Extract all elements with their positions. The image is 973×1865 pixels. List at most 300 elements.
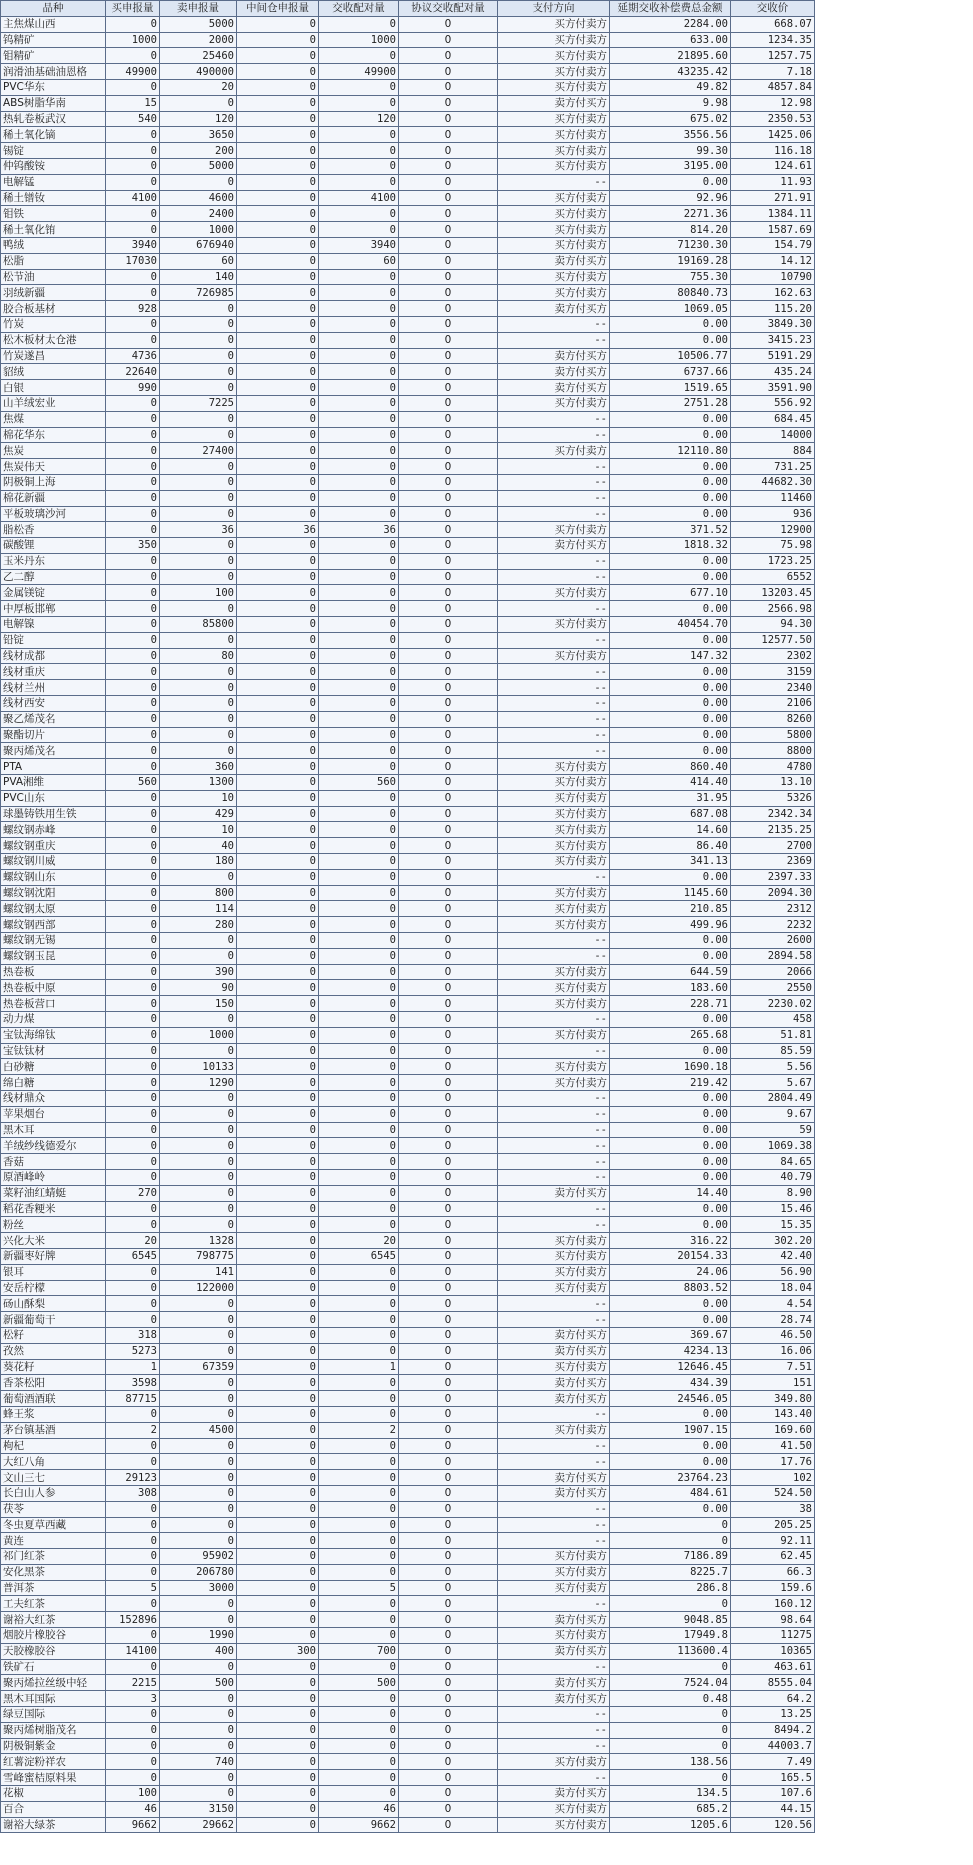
cell-delivery-price: 8555.04	[731, 1675, 815, 1691]
cell-sell-declared: 0	[160, 1786, 237, 1802]
cell-deferred-compensation: 12110.80	[610, 443, 731, 459]
cell-sell-declared: 0	[160, 1406, 237, 1422]
cell-agreement-matched: 0	[399, 237, 498, 253]
cell-sell-declared: 0	[160, 1296, 237, 1312]
cell-sell-declared: 25460	[160, 48, 237, 64]
cell-delivery-price: 5.67	[731, 1075, 815, 1091]
cell-delivery-matched: 0	[319, 854, 399, 870]
table-row	[1, 553, 815, 569]
cell-buy-declared: 0	[106, 1770, 160, 1786]
cell-agreement-matched: 0	[399, 32, 498, 48]
cell-intermediate-warehouse: 0	[237, 1027, 319, 1043]
cell-intermediate-warehouse: 0	[237, 253, 319, 269]
cell-variety: 阴极铜上海	[1, 474, 106, 490]
cell-delivery-matched: 0	[319, 869, 399, 885]
cell-buy-declared: 0	[106, 1406, 160, 1422]
cell-payment-direction: --	[498, 1596, 610, 1612]
table-row	[1, 1012, 815, 1028]
cell-variety: 螺纹钢西部	[1, 917, 106, 933]
cell-intermediate-warehouse: 0	[237, 206, 319, 222]
cell-delivery-price: 38	[731, 1501, 815, 1517]
cell-deferred-compensation: 99.30	[610, 143, 731, 159]
cell-deferred-compensation: 113600.4	[610, 1643, 731, 1659]
cell-intermediate-warehouse: 0	[237, 1264, 319, 1280]
cell-deferred-compensation: 10506.77	[610, 348, 731, 364]
cell-buy-declared: 0	[106, 1722, 160, 1738]
cell-buy-declared: 46	[106, 1801, 160, 1817]
cell-agreement-matched: 0	[399, 980, 498, 996]
cell-buy-declared: 0	[106, 269, 160, 285]
cell-variety: 螺纹钢玉昆	[1, 948, 106, 964]
cell-deferred-compensation: 86.40	[610, 838, 731, 854]
cell-payment-direction: 卖方付买方	[498, 1485, 610, 1501]
cell-delivery-matched: 0	[319, 1549, 399, 1565]
cell-sell-declared: 0	[160, 569, 237, 585]
cell-sell-declared: 3150	[160, 1801, 237, 1817]
cell-payment-direction: --	[498, 1106, 610, 1122]
cell-sell-declared: 0	[160, 1312, 237, 1328]
cell-delivery-price: 13203.45	[731, 585, 815, 601]
header-buy-declared: 买申报量	[106, 1, 160, 17]
cell-delivery-price: 1587.69	[731, 222, 815, 238]
cell-buy-declared: 0	[106, 711, 160, 727]
cell-deferred-compensation: 499.96	[610, 917, 731, 933]
cell-delivery-matched: 0	[319, 585, 399, 601]
cell-sell-declared: 0	[160, 632, 237, 648]
cell-deferred-compensation: 0	[610, 1707, 731, 1723]
table-row	[1, 854, 815, 870]
cell-agreement-matched: 0	[399, 1485, 498, 1501]
cell-buy-declared: 0	[106, 1628, 160, 1644]
cell-variety: 大红八角	[1, 1454, 106, 1470]
cell-payment-direction: 买方付卖方	[498, 522, 610, 538]
cell-sell-declared: 0	[160, 1454, 237, 1470]
cell-payment-direction: 买方付卖方	[498, 1264, 610, 1280]
cell-variety: 聚酯切片	[1, 727, 106, 743]
cell-deferred-compensation: 0.00	[610, 1138, 731, 1154]
cell-payment-direction: 买方付卖方	[498, 1564, 610, 1580]
cell-delivery-price: 5326	[731, 790, 815, 806]
cell-intermediate-warehouse: 0	[237, 711, 319, 727]
cell-buy-declared: 0	[106, 16, 160, 32]
cell-sell-declared: 0	[160, 1501, 237, 1517]
cell-payment-direction: 买方付卖方	[498, 917, 610, 933]
cell-delivery-price: 2342.34	[731, 806, 815, 822]
cell-delivery-price: 12.98	[731, 95, 815, 111]
cell-delivery-price: 12577.50	[731, 632, 815, 648]
cell-payment-direction: 买方付卖方	[498, 806, 610, 822]
table-row	[1, 459, 815, 475]
cell-sell-declared: 490000	[160, 64, 237, 80]
cell-deferred-compensation: 1069.05	[610, 301, 731, 317]
cell-delivery-matched: 0	[319, 538, 399, 554]
cell-variety: 茅台镇基酒	[1, 1422, 106, 1438]
table-row	[1, 380, 815, 396]
cell-variety: 螺纹钢无锡	[1, 933, 106, 949]
cell-intermediate-warehouse: 0	[237, 395, 319, 411]
cell-sell-declared: 0	[160, 364, 237, 380]
cell-payment-direction: --	[498, 1707, 610, 1723]
cell-payment-direction: 买方付卖方	[498, 885, 610, 901]
cell-deferred-compensation: 24546.05	[610, 1391, 731, 1407]
cell-payment-direction: --	[498, 316, 610, 332]
cell-agreement-matched: 0	[399, 1738, 498, 1754]
cell-variety: 黑木耳国际	[1, 1691, 106, 1707]
cell-payment-direction: 买方付卖方	[498, 1027, 610, 1043]
cell-deferred-compensation: 8803.52	[610, 1280, 731, 1296]
cell-variety: 焦炭伟天	[1, 459, 106, 475]
cell-sell-declared: 0	[160, 1659, 237, 1675]
cell-buy-declared: 0	[106, 1138, 160, 1154]
cell-buy-declared: 0	[106, 1738, 160, 1754]
cell-buy-declared: 0	[106, 727, 160, 743]
cell-payment-direction: --	[498, 174, 610, 190]
cell-intermediate-warehouse: 0	[237, 822, 319, 838]
cell-intermediate-warehouse: 0	[237, 490, 319, 506]
cell-payment-direction: 买方付卖方	[498, 854, 610, 870]
cell-sell-declared: 0	[160, 1327, 237, 1343]
cell-agreement-matched: 0	[399, 206, 498, 222]
cell-agreement-matched: 0	[399, 474, 498, 490]
cell-sell-declared: 0	[160, 1722, 237, 1738]
cell-buy-declared: 0	[106, 206, 160, 222]
cell-variety: 线材鼎众	[1, 1090, 106, 1106]
cell-delivery-price: 4780	[731, 759, 815, 775]
cell-variety: 热卷板营口	[1, 996, 106, 1012]
cell-agreement-matched: 0	[399, 79, 498, 95]
cell-deferred-compensation: 0.00	[610, 490, 731, 506]
cell-sell-declared: 150	[160, 996, 237, 1012]
cell-delivery-matched: 0	[319, 917, 399, 933]
cell-agreement-matched: 0	[399, 1391, 498, 1407]
table-row	[1, 1454, 815, 1470]
cell-intermediate-warehouse: 0	[237, 316, 319, 332]
table-row	[1, 1549, 815, 1565]
cell-variety: 线材西安	[1, 696, 106, 712]
cell-sell-declared: 141	[160, 1264, 237, 1280]
cell-payment-direction: 买方付卖方	[498, 790, 610, 806]
cell-delivery-price: 64.2	[731, 1691, 815, 1707]
header-deferred-compensation: 延期交收补偿费总金额	[610, 1, 731, 17]
cell-delivery-price: 463.61	[731, 1659, 815, 1675]
cell-deferred-compensation: 644.59	[610, 964, 731, 980]
cell-buy-declared: 0	[106, 1075, 160, 1091]
cell-agreement-matched: 0	[399, 95, 498, 111]
cell-buy-declared: 0	[106, 664, 160, 680]
cell-deferred-compensation: 1145.60	[610, 885, 731, 901]
table-row	[1, 285, 815, 301]
cell-sell-declared: 0	[160, 1770, 237, 1786]
cell-sell-declared: 114	[160, 901, 237, 917]
cell-variety: 润滑油基础油恩格	[1, 64, 106, 80]
cell-delivery-price: 16.06	[731, 1343, 815, 1359]
cell-intermediate-warehouse: 0	[237, 1248, 319, 1264]
cell-delivery-matched: 0	[319, 632, 399, 648]
cell-variety: 松节油	[1, 269, 106, 285]
cell-variety: 天胶橡胶谷	[1, 1643, 106, 1659]
cell-delivery-price: 1425.06	[731, 127, 815, 143]
cell-delivery-matched: 0	[319, 1438, 399, 1454]
cell-payment-direction: 买方付卖方	[498, 237, 610, 253]
table-row	[1, 585, 815, 601]
table-row	[1, 1122, 815, 1138]
cell-payment-direction: 买方付卖方	[498, 143, 610, 159]
cell-variety: 蜂王浆	[1, 1406, 106, 1422]
cell-agreement-matched: 0	[399, 1043, 498, 1059]
cell-delivery-matched: 0	[319, 127, 399, 143]
cell-deferred-compensation: 4234.13	[610, 1343, 731, 1359]
cell-sell-declared: 390	[160, 964, 237, 980]
cell-buy-declared: 0	[106, 1549, 160, 1565]
cell-variety: 棉花新疆	[1, 490, 106, 506]
cell-sell-declared: 90	[160, 980, 237, 996]
cell-delivery-matched: 0	[319, 743, 399, 759]
cell-deferred-compensation: 0	[610, 1596, 731, 1612]
cell-buy-declared: 928	[106, 301, 160, 317]
cell-buy-declared: 0	[106, 585, 160, 601]
cell-delivery-price: 15.35	[731, 1217, 815, 1233]
cell-payment-direction: 卖方付买方	[498, 1343, 610, 1359]
cell-delivery-matched: 0	[319, 933, 399, 949]
cell-buy-declared: 0	[106, 743, 160, 759]
cell-sell-declared: 2000	[160, 32, 237, 48]
table-row	[1, 301, 815, 317]
cell-agreement-matched: 0	[399, 127, 498, 143]
table-row	[1, 1233, 815, 1249]
cell-delivery-matched: 0	[319, 617, 399, 633]
cell-agreement-matched: 0	[399, 1817, 498, 1833]
cell-buy-declared: 0	[106, 885, 160, 901]
table-row	[1, 411, 815, 427]
table-row	[1, 727, 815, 743]
cell-payment-direction: 买方付卖方	[498, 648, 610, 664]
cell-buy-declared: 0	[106, 1533, 160, 1549]
cell-deferred-compensation: 0.00	[610, 743, 731, 759]
cell-intermediate-warehouse: 0	[237, 143, 319, 159]
cell-delivery-price: 44003.7	[731, 1738, 815, 1754]
cell-delivery-matched: 0	[319, 711, 399, 727]
cell-buy-declared: 9662	[106, 1817, 160, 1833]
cell-payment-direction: --	[498, 1217, 610, 1233]
cell-payment-direction: 买方付卖方	[498, 996, 610, 1012]
cell-delivery-price: 98.64	[731, 1612, 815, 1628]
cell-variety: 松籽	[1, 1327, 106, 1343]
cell-agreement-matched: 0	[399, 174, 498, 190]
cell-agreement-matched: 0	[399, 1533, 498, 1549]
table-row	[1, 1517, 815, 1533]
cell-delivery-matched: 0	[319, 1612, 399, 1628]
cell-payment-direction: --	[498, 1201, 610, 1217]
cell-buy-declared: 0	[106, 127, 160, 143]
cell-delivery-price: 731.25	[731, 459, 815, 475]
cell-delivery-matched: 0	[319, 1770, 399, 1786]
cell-intermediate-warehouse: 0	[237, 158, 319, 174]
cell-intermediate-warehouse: 0	[237, 1406, 319, 1422]
cell-sell-declared: 0	[160, 1343, 237, 1359]
table-row	[1, 506, 815, 522]
cell-sell-declared: 500	[160, 1675, 237, 1691]
cell-agreement-matched: 0	[399, 838, 498, 854]
cell-intermediate-warehouse: 0	[237, 743, 319, 759]
cell-agreement-matched: 0	[399, 506, 498, 522]
cell-buy-declared: 0	[106, 854, 160, 870]
cell-variety: 文山三七	[1, 1470, 106, 1486]
cell-intermediate-warehouse: 0	[237, 48, 319, 64]
table-row	[1, 474, 815, 490]
cell-agreement-matched: 0	[399, 1296, 498, 1312]
cell-intermediate-warehouse: 0	[237, 996, 319, 1012]
cell-agreement-matched: 0	[399, 854, 498, 870]
cell-sell-declared: 200	[160, 143, 237, 159]
cell-delivery-price: 7.51	[731, 1359, 815, 1375]
cell-deferred-compensation: 210.85	[610, 901, 731, 917]
cell-sell-declared: 0	[160, 933, 237, 949]
cell-delivery-price: 14000	[731, 427, 815, 443]
cell-payment-direction: 买方付卖方	[498, 822, 610, 838]
cell-delivery-matched: 0	[319, 1217, 399, 1233]
cell-delivery-price: 3849.30	[731, 316, 815, 332]
cell-buy-declared: 0	[106, 696, 160, 712]
cell-sell-declared: 0	[160, 1438, 237, 1454]
cell-agreement-matched: 0	[399, 727, 498, 743]
cell-delivery-matched: 0	[319, 727, 399, 743]
table-row	[1, 1722, 815, 1738]
cell-delivery-matched: 0	[319, 1296, 399, 1312]
cell-payment-direction: 卖方付买方	[498, 1643, 610, 1659]
cell-delivery-price: 3415.23	[731, 332, 815, 348]
cell-delivery-price: 936	[731, 506, 815, 522]
cell-agreement-matched: 0	[399, 16, 498, 32]
cell-delivery-matched: 49900	[319, 64, 399, 80]
cell-agreement-matched: 0	[399, 111, 498, 127]
cell-delivery-matched: 0	[319, 806, 399, 822]
cell-deferred-compensation: 0.00	[610, 1217, 731, 1233]
cell-buy-declared: 5	[106, 1580, 160, 1596]
table-row	[1, 901, 815, 917]
cell-intermediate-warehouse: 0	[237, 1090, 319, 1106]
cell-deferred-compensation: 2751.28	[610, 395, 731, 411]
cell-delivery-matched: 0	[319, 1280, 399, 1296]
cell-agreement-matched: 0	[399, 1169, 498, 1185]
cell-variety: 锡锭	[1, 143, 106, 159]
cell-agreement-matched: 0	[399, 885, 498, 901]
cell-delivery-price: 42.40	[731, 1248, 815, 1264]
cell-sell-declared: 0	[160, 1201, 237, 1217]
cell-payment-direction: 买方付卖方	[498, 158, 610, 174]
cell-agreement-matched: 0	[399, 917, 498, 933]
cell-intermediate-warehouse: 0	[237, 1422, 319, 1438]
cell-deferred-compensation: 17949.8	[610, 1628, 731, 1644]
cell-agreement-matched: 0	[399, 1248, 498, 1264]
cell-delivery-matched: 0	[319, 506, 399, 522]
cell-variety: 安化黑茶	[1, 1564, 106, 1580]
cell-agreement-matched: 0	[399, 1549, 498, 1565]
cell-deferred-compensation: 0.48	[610, 1691, 731, 1707]
cell-buy-declared: 49900	[106, 64, 160, 80]
cell-buy-declared: 20	[106, 1233, 160, 1249]
cell-variety: 雪峰蜜桔原料果	[1, 1770, 106, 1786]
cell-sell-declared: 0	[160, 1391, 237, 1407]
cell-variety: 螺纹钢重庆	[1, 838, 106, 854]
cell-delivery-price: 8260	[731, 711, 815, 727]
cell-agreement-matched: 0	[399, 632, 498, 648]
cell-variety: 百合	[1, 1801, 106, 1817]
cell-delivery-price: 5800	[731, 727, 815, 743]
cell-buy-declared: 2	[106, 1422, 160, 1438]
cell-buy-declared: 0	[106, 759, 160, 775]
cell-agreement-matched: 0	[399, 1628, 498, 1644]
table-row	[1, 253, 815, 269]
cell-buy-declared: 0	[106, 143, 160, 159]
cell-payment-direction: 买方付卖方	[498, 1359, 610, 1375]
cell-delivery-matched: 500	[319, 1675, 399, 1691]
cell-payment-direction: --	[498, 1454, 610, 1470]
cell-delivery-price: 3591.90	[731, 380, 815, 396]
cell-payment-direction: 卖方付买方	[498, 301, 610, 317]
cell-delivery-price: 44.15	[731, 1801, 815, 1817]
cell-delivery-price: 556.92	[731, 395, 815, 411]
cell-buy-declared: 0	[106, 522, 160, 538]
cell-buy-declared: 17030	[106, 253, 160, 269]
table-row	[1, 1169, 815, 1185]
cell-delivery-price: 5.56	[731, 1059, 815, 1075]
cell-delivery-price: 9.67	[731, 1106, 815, 1122]
cell-delivery-price: 2232	[731, 917, 815, 933]
cell-payment-direction: 卖方付买方	[498, 1786, 610, 1802]
cell-agreement-matched: 0	[399, 1564, 498, 1580]
table-row	[1, 711, 815, 727]
cell-deferred-compensation: 71230.30	[610, 237, 731, 253]
cell-payment-direction: 卖方付买方	[498, 364, 610, 380]
cell-delivery-matched: 0	[319, 1075, 399, 1091]
cell-sell-declared: 0	[160, 1090, 237, 1106]
cell-payment-direction: --	[498, 553, 610, 569]
table-row	[1, 190, 815, 206]
cell-agreement-matched: 0	[399, 1675, 498, 1691]
cell-delivery-price: 668.07	[731, 16, 815, 32]
cell-deferred-compensation: 0.00	[610, 711, 731, 727]
cell-delivery-price: 2566.98	[731, 601, 815, 617]
cell-delivery-price: 2369	[731, 854, 815, 870]
table-row	[1, 648, 815, 664]
cell-intermediate-warehouse: 0	[237, 553, 319, 569]
cell-payment-direction: 买方付卖方	[498, 901, 610, 917]
cell-payment-direction: 买方付卖方	[498, 1248, 610, 1264]
cell-delivery-matched: 0	[319, 1533, 399, 1549]
cell-delivery-matched: 0	[319, 1406, 399, 1422]
cell-deferred-compensation: 0.00	[610, 727, 731, 743]
cell-agreement-matched: 0	[399, 648, 498, 664]
cell-delivery-matched: 36	[319, 522, 399, 538]
cell-payment-direction: --	[498, 1296, 610, 1312]
cell-agreement-matched: 0	[399, 1327, 498, 1343]
cell-payment-direction: 买方付卖方	[498, 1549, 610, 1565]
cell-delivery-matched: 0	[319, 395, 399, 411]
cell-delivery-price: 13.25	[731, 1707, 815, 1723]
table-row	[1, 948, 815, 964]
cell-buy-declared: 0	[106, 427, 160, 443]
cell-buy-declared: 0	[106, 1564, 160, 1580]
cell-variety: 竹炭遂昌	[1, 348, 106, 364]
cell-payment-direction: 卖方付买方	[498, 253, 610, 269]
table-row	[1, 48, 815, 64]
cell-agreement-matched: 0	[399, 459, 498, 475]
table-header-row	[1, 1, 815, 17]
cell-payment-direction: 买方付卖方	[498, 190, 610, 206]
cell-delivery-matched: 0	[319, 1264, 399, 1280]
cell-sell-declared: 0	[160, 1138, 237, 1154]
table-row	[1, 1375, 815, 1391]
